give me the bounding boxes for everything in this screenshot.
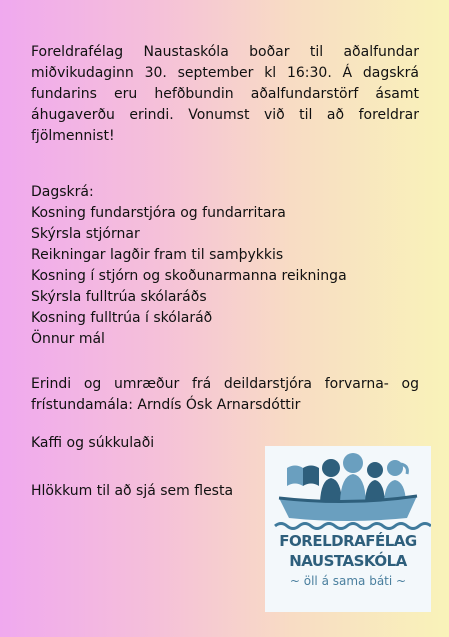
agenda-list	[31, 182, 419, 350]
agenda-heading: Dagskrá:	[31, 184, 94, 200]
agenda-item: Skýrsla fulltrúa skólaráðs	[31, 289, 207, 305]
naustaskoli-parents-logo	[265, 446, 431, 612]
logo-slogan: ~ öll á sama báti ~	[289, 574, 407, 588]
agenda-item: Kosning fulltrúa í skólaráð	[31, 310, 213, 326]
coffee-line: Kaffi og súkkulaði	[31, 435, 155, 451]
agenda-item: Kosning í stjórn og skoðunarmanna reikninga	[31, 268, 347, 284]
agenda-item: Reikningar lagðir fram til samþykkis	[31, 247, 284, 263]
intro-paragraph: Foreldrafélag Naustaskóla boðar til aðalfundar miðvikudaginn 30. september kl 16:30. Á dagskrá fundarins eru hefðbundin aðalfundarstörf ásamt áhugaverðu erindi. Vonumst við til að foreldrar fjölmennist!	[31, 44, 419, 144]
boat-family-icon	[265, 446, 431, 536]
agenda-item: Önnur mál	[31, 331, 105, 347]
talk-paragraph: Erindi og umræður frá deildarstjóra forvarna- og frístundamála: Arndís Ósk Arnarsdóttir	[31, 376, 419, 413]
logo-title-line2: NAUSTASKÓLA	[289, 552, 407, 570]
logo-title-line1: FORELDRAFÉLAG	[279, 532, 417, 550]
see-you-line: Hlökkum til að sjá sem flesta	[31, 483, 234, 499]
agenda-item: Kosning fundarstjóra og fundarritara	[31, 205, 286, 221]
agenda-item: Skýrsla stjórnar	[31, 226, 140, 242]
